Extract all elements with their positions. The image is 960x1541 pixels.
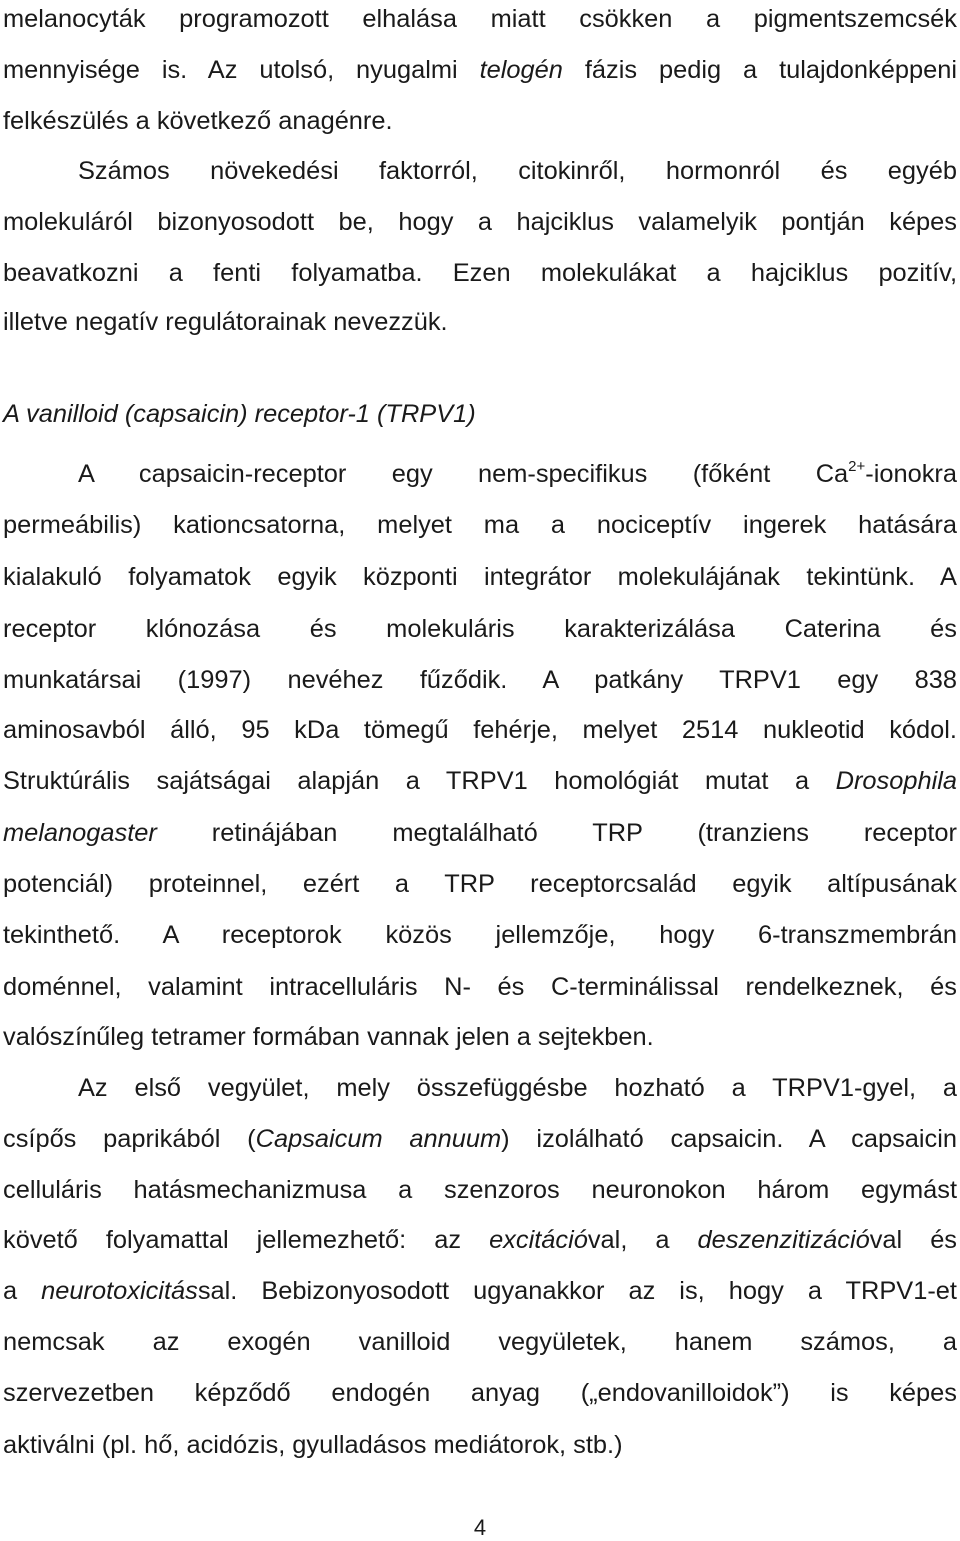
paragraph-capsaicin-receptor-line	[3, 715, 957, 745]
text-span: receptor klónozása és molekuláris karakterizálása Caterina és	[3, 615, 957, 643]
italic-text: Capsaicum annuum	[255, 1125, 502, 1153]
text-span: -ionokra	[865, 460, 957, 488]
text-span: ) izolálható capsaicin. A capsaicin	[501, 1125, 957, 1153]
paragraph-growth-factors-line	[3, 258, 957, 288]
italic-text: Drosophila	[835, 767, 957, 795]
paragraph-capsaicin-receptor-line	[3, 920, 957, 950]
paragraph-capsaicin-mechanism-line	[3, 1276, 957, 1306]
text-span: nemcsak az exogén vanilloid vegyületek, hanem számos, a	[3, 1328, 957, 1356]
paragraph-capsaicin-receptor-line	[3, 972, 957, 1002]
paragraph-capsaicin-receptor-line	[3, 766, 957, 796]
paragraph-capsaicin-receptor-line	[3, 665, 957, 695]
text-span: felkészülés a következő anagénre.	[3, 107, 393, 135]
text-span: csípős paprikából (	[3, 1125, 256, 1153]
paragraph-growth-factors-line	[78, 156, 957, 186]
paragraph-capsaicin-receptor-line	[3, 818, 957, 848]
text-span: mennyisége is. Az utolsó, nyugalmi	[3, 56, 480, 84]
text-span: val, a	[587, 1226, 698, 1254]
paragraph-capsaicin-mechanism-line	[3, 1175, 957, 1205]
text-span: Számos növekedési faktorról, citokinről, hormonról és egyéb	[78, 157, 957, 185]
text-span: aktiválni (pl. hő, acidózis, gyulladásos mediátorok, stb.)	[3, 1431, 623, 1459]
text-span: követő folyamattal jellemezhető: az	[3, 1226, 490, 1254]
paragraph-capsaicin-receptor-line	[3, 562, 957, 592]
text-span: valószínűleg tetramer formában vannak jelen a sejtekben.	[3, 1023, 654, 1051]
text-span: Az első vegyület, mely összefüggésbe hozható a TRPV1-gyel, a	[78, 1074, 957, 1102]
text-span: celluláris hatásmechanizmusa a szenzoros neuronokon három egymást	[3, 1176, 957, 1204]
text-span: A capsaicin-receptor egy nem-specifikus (főként Ca	[78, 460, 849, 488]
paragraph-capsaicin-receptor-line	[78, 459, 957, 489]
text-span: tekinthető. A receptorok közös jellemzője, hogy 6-transzmembrán	[3, 921, 957, 949]
text-span: kialakuló folyamatok egyik központi integrátor molekulájának tekintünk. A	[3, 563, 957, 591]
text-span: potenciál) proteinnel, ezért a TRP receptorcsalád egyik altípusának	[3, 870, 957, 898]
italic-text: telogén	[479, 56, 563, 84]
section-heading-trpv1-line	[3, 399, 957, 429]
paragraph-anagen-continuation-line	[3, 4, 957, 34]
text-span: val és	[869, 1226, 958, 1254]
paragraph-capsaicin-receptor-line	[3, 869, 957, 899]
text-span: a	[3, 1277, 42, 1305]
paragraph-capsaicin-mechanism-line	[3, 1378, 957, 1408]
text-span: illetve negatív regulátorainak nevezzük.	[3, 308, 448, 336]
italic-text: A vanilloid (capsaicin) receptor-1 (TRPV1)	[3, 400, 476, 428]
paragraph-capsaicin-receptor-line	[3, 510, 957, 540]
paragraph-anagen-continuation-line	[3, 55, 957, 85]
italic-text: excitáció	[489, 1226, 588, 1254]
text-span: Struktúrális sajátságai alapján a TRPV1 homológiát mutat a	[3, 767, 836, 795]
text-span: sal. Bebizonyosodott ugyanakkor az is, hogy a TRPV1-et	[197, 1277, 957, 1305]
text-span: fázis pedig a tulajdonképpeni	[562, 56, 957, 84]
superscript-text: 2+	[848, 458, 866, 475]
italic-text: deszenzitizáció	[697, 1226, 870, 1254]
text-span: melanocyták programozott elhalása miatt csökken a pigmentszemcsék	[3, 5, 957, 33]
paragraph-growth-factors-line	[3, 307, 957, 337]
italic-text: neurotoxicitás	[41, 1277, 198, 1305]
page-number: 4	[473, 1515, 487, 1540]
paragraph-capsaicin-mechanism-line	[78, 1073, 957, 1103]
paragraph-capsaicin-receptor-line	[3, 614, 957, 644]
paragraph-anagen-continuation-line	[3, 106, 957, 136]
italic-text: melanogaster	[3, 819, 157, 847]
text-span: munkatársai (1997) nevéhez fűződik. A patkány TRPV1 egy 838	[3, 666, 957, 694]
text-span: szervezetben képződő endogén anyag („endovanilloidok”) is képes	[3, 1379, 957, 1407]
text-span: molekuláról bizonyosodott be, hogy a hajciklus valamelyik pontján képes	[3, 208, 957, 236]
paragraph-capsaicin-mechanism-line	[3, 1225, 957, 1255]
paragraph-capsaicin-mechanism-line	[3, 1124, 957, 1154]
paragraph-growth-factors-line	[3, 207, 957, 237]
text-span: aminosavból álló, 95 kDa tömegű fehérje, melyet 2514 nukleotid kódol.	[3, 716, 957, 744]
text-span: beavatkozni a fenti folyamatba. Ezen molekulákat a hajciklus pozitív,	[3, 259, 957, 287]
paragraph-capsaicin-mechanism-line	[3, 1430, 957, 1460]
paragraph-capsaicin-mechanism-line	[3, 1327, 957, 1357]
text-span: retinájában megtalálható TRP (tranziens receptor	[156, 819, 957, 847]
text-span: permeábilis) kationcsatorna, melyet ma a nociceptív ingerek hatására	[3, 511, 957, 539]
text-span: doménnel, valamint intracelluláris N- és C-terminálissal rendelkeznek, és	[3, 973, 957, 1001]
paragraph-capsaicin-receptor-line	[3, 1022, 957, 1052]
